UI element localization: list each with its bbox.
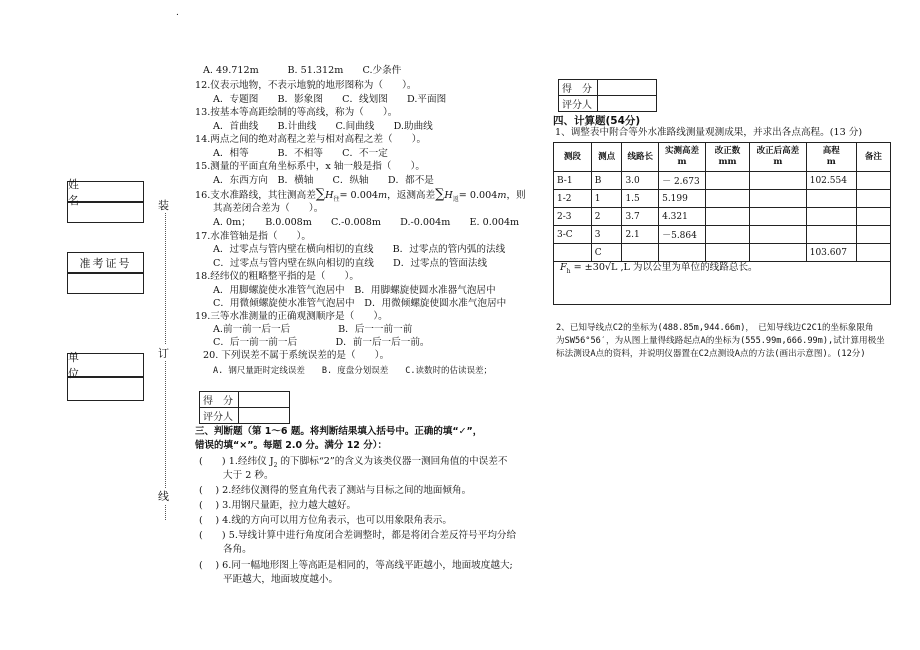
table-cell: 3.0 <box>622 172 659 190</box>
table-cell[interactable] <box>749 208 806 226</box>
table-cell[interactable] <box>806 226 856 244</box>
table-cell[interactable] <box>554 244 592 262</box>
table-cell[interactable] <box>705 172 749 190</box>
table-cell[interactable] <box>659 244 706 262</box>
options-17-cd: C．过零点与管内壁在纵向相切的直线 D．过零点的管面法线 <box>213 258 488 269</box>
table-cell: 5.199 <box>659 190 706 208</box>
col-header: 改正后高差 m <box>749 143 806 172</box>
question-16-cont: 其高差闭合差为（ ）。 <box>213 203 324 214</box>
table-cell[interactable] <box>749 244 806 262</box>
options-13: A．首曲线 B.计曲线 C.间曲线 D.助曲线 <box>213 121 433 132</box>
id-field[interactable] <box>67 273 144 294</box>
table-cell: 1.5 <box>622 190 659 208</box>
table-cell: 2 <box>591 208 622 226</box>
table-cell[interactable] <box>856 226 890 244</box>
table-cell: B-1 <box>554 172 592 190</box>
table-cell[interactable] <box>856 244 890 262</box>
table-cell[interactable] <box>856 190 890 208</box>
cut-label-ding: 订 <box>158 347 169 360</box>
table-cell[interactable] <box>749 172 806 190</box>
col-header: 线路长 <box>622 143 659 172</box>
judge-5-cont: 各角。 <box>223 544 252 555</box>
judge-1-cont: 大于 2 秒。 <box>223 470 274 481</box>
grader-cell[interactable] <box>239 408 290 424</box>
name-field[interactable] <box>67 202 144 223</box>
judge-6: ( ) 6.同一幅地形图上等高距是相同的，等高线平距越小，地面坡度越大; <box>199 560 513 571</box>
question-20: 20. 下列误差不属于系统误差的是（ ）。 <box>203 350 390 361</box>
question-14: 14.两点之间的绝对高程之差与相对高程之差（ ）。 <box>195 134 427 145</box>
question-12: 12.仪表示地物，不表示地貌的地形图称为（ ）。 <box>195 80 417 91</box>
table-cell[interactable] <box>705 208 749 226</box>
col-header: 实测高差 m <box>659 143 706 172</box>
table-cell: 102.554 <box>806 172 856 190</box>
options-18-cd: C．用微倾螺旋使水准管气泡居中 D．用微倾螺旋使圆水准气泡居中 <box>213 298 507 309</box>
table-row <box>554 190 891 208</box>
table-cell[interactable] <box>705 226 749 244</box>
score-cell[interactable] <box>239 392 290 408</box>
options-19-ab: A.前一前一后一后 B．后一一前一前 <box>213 324 413 335</box>
question-19: 19.三等水准测量的正确观测顺序是（ ）。 <box>195 311 388 322</box>
grader-label: 评分人 <box>200 408 239 424</box>
judge-4: ( ) 4.线的方向可以用方位角表示，也可以用象限角表示。 <box>199 515 452 526</box>
judge-3: ( ) 3.用钢尺量距，拉力越大越好。 <box>199 500 357 511</box>
table-cell[interactable] <box>856 208 890 226</box>
table-cell: 1 <box>591 190 622 208</box>
col-header: 备注 <box>856 143 890 172</box>
cut-label-xian: 线 <box>158 490 169 503</box>
col-header: 高程 m <box>806 143 856 172</box>
question-16: 16.支水准路线，其往测高差$\sum H_往= 0.004m$，返测高差$\sum H_返= 0.004m$，则 <box>195 187 526 203</box>
options-12: A．专题图 B．影象图 C．线划图 D.平面图 <box>213 94 447 105</box>
options-20: A. 钢尺量距时定线误差 B. 度盘分划误差 C.读数时的估读误差； <box>213 366 492 376</box>
table-cell: 4.321 <box>659 208 706 226</box>
name-label: 姓 名 <box>67 181 144 202</box>
question-13: 13.按基本等高距绘制的等高线，称为（ ）。 <box>195 107 398 118</box>
score-label: 得 分 <box>559 80 598 96</box>
options-16: A. 0m； B.0.008m C.-0.008m D.-0.004m E. 0.004m <box>213 217 520 228</box>
table-cell: 1-2 <box>554 190 592 208</box>
table-cell: －5.864 <box>659 226 706 244</box>
table-cell: 2.1 <box>622 226 659 244</box>
table-row <box>554 244 891 262</box>
calc-question-2-cont: 为SW56°56′，为从图上量得线路起点A的坐标为(555.99m,666.99m),试计算用极坐 <box>556 336 885 346</box>
options-18-ab: A．用脚螺旋使水准管气泡居中 B．用脚螺旋使圆水准器气泡居中 <box>213 285 496 296</box>
table-cell[interactable] <box>806 208 856 226</box>
closure-formula: $F_h = \pm 30√L$ ,L 为以公里为单位的线路总长。 <box>560 262 758 275</box>
table-row <box>554 226 891 244</box>
table-cell: C <box>591 244 622 262</box>
unit-label: 单 位 <box>67 353 144 377</box>
calc-question-2: 2、已知导线点C2的坐标为(488.85m,944.66m)， 已知导线边C2C1的坐标象限角 <box>556 323 874 333</box>
section-4-title: 四、计算题(54分) <box>553 115 641 127</box>
table-cell: 2-3 <box>554 208 592 226</box>
table-cell[interactable] <box>856 172 890 190</box>
table-cell[interactable] <box>749 226 806 244</box>
table-header-row <box>554 143 891 172</box>
section-3-title: 三、判断题（第 1～6 题。将判断结果填入括号中。正确的填“✓”， <box>195 426 483 437</box>
cut-label-zhuang: 装 <box>158 199 169 212</box>
judge-6-cont: 平距越大，地面坡度越小。 <box>223 574 339 585</box>
question-18: 18.经纬仪的粗略整平指的是（ ）。 <box>195 271 359 282</box>
table-cell[interactable] <box>705 244 749 262</box>
table-cell[interactable] <box>622 244 659 262</box>
options-14: A．相等 B．不相等 C．不一定 <box>213 148 388 159</box>
calc-question-1: 1、调整表中附合等外水准路线测量观测成果，并求出各点高程。(13 分) <box>555 127 863 138</box>
table-cell: 3.7 <box>622 208 659 226</box>
score-label: 得 分 <box>200 392 239 408</box>
table-cell: B <box>591 172 622 190</box>
options-17-ab: A．过零点与管内壁在横向相切的直线 B．过零点的管内弧的法线 <box>213 244 506 255</box>
options-19-cd: C．后一前一前一后 D．前一后一后一前。 <box>213 337 430 348</box>
corner-dot: . <box>176 8 179 18</box>
score-table-3 <box>199 391 290 424</box>
line-options-11: A. 49.712m B. 51.312m C.少条件 <box>203 65 402 76</box>
table-cell: 3 <box>591 226 622 244</box>
section-3-title-cont: 错误的填“×”。每题 2.0 分。满分 12 分）： <box>195 440 387 451</box>
id-label: 准考证号 <box>67 252 144 273</box>
question-17: 17.水准管轴是指（ ）。 <box>195 231 311 242</box>
score-table-4 <box>558 79 657 112</box>
grader-label: 评分人 <box>559 96 598 112</box>
calc-question-2-cont2: 标法测设A点的资料，并说明仪器置在C2点测设A点的方法(画出示意图)。(12分) <box>556 349 866 359</box>
col-header: 测段 <box>554 143 592 172</box>
table-cell: － 2.673 <box>659 172 706 190</box>
grader-cell[interactable] <box>598 96 657 112</box>
table-row <box>554 208 891 226</box>
question-15: 15.测量的平面直角坐标系中，x 轴一般是指（ ）。 <box>195 161 425 172</box>
col-header: 测点 <box>591 143 622 172</box>
leveling-table <box>553 142 891 262</box>
judge-2: ( ) 2.经纬仪测得的竖直角代表了测站与目标之间的地面倾角。 <box>199 485 472 496</box>
col-header: 改正数 mm <box>705 143 749 172</box>
table-cell: 103.607 <box>806 244 856 262</box>
options-15: A．东西方向 B．横轴 C．纵轴 D．都不是 <box>213 175 434 186</box>
table-cell: 3-C <box>554 226 592 244</box>
table-cell[interactable] <box>705 190 749 208</box>
judge-5: ( ) 5.导线计算中进行角度闭合差调整时，都是将闭合差反符号平均分给 <box>199 530 517 541</box>
unit-field[interactable] <box>67 377 144 401</box>
table-cell[interactable] <box>806 190 856 208</box>
table-cell[interactable] <box>749 190 806 208</box>
judge-1: ( ) 1.经纬仪 $J_2$ 的下脚标“2”的含义为该类仪器一测回角值的中误差不 <box>199 456 508 469</box>
score-cell[interactable] <box>598 80 657 96</box>
table-row <box>554 172 891 190</box>
